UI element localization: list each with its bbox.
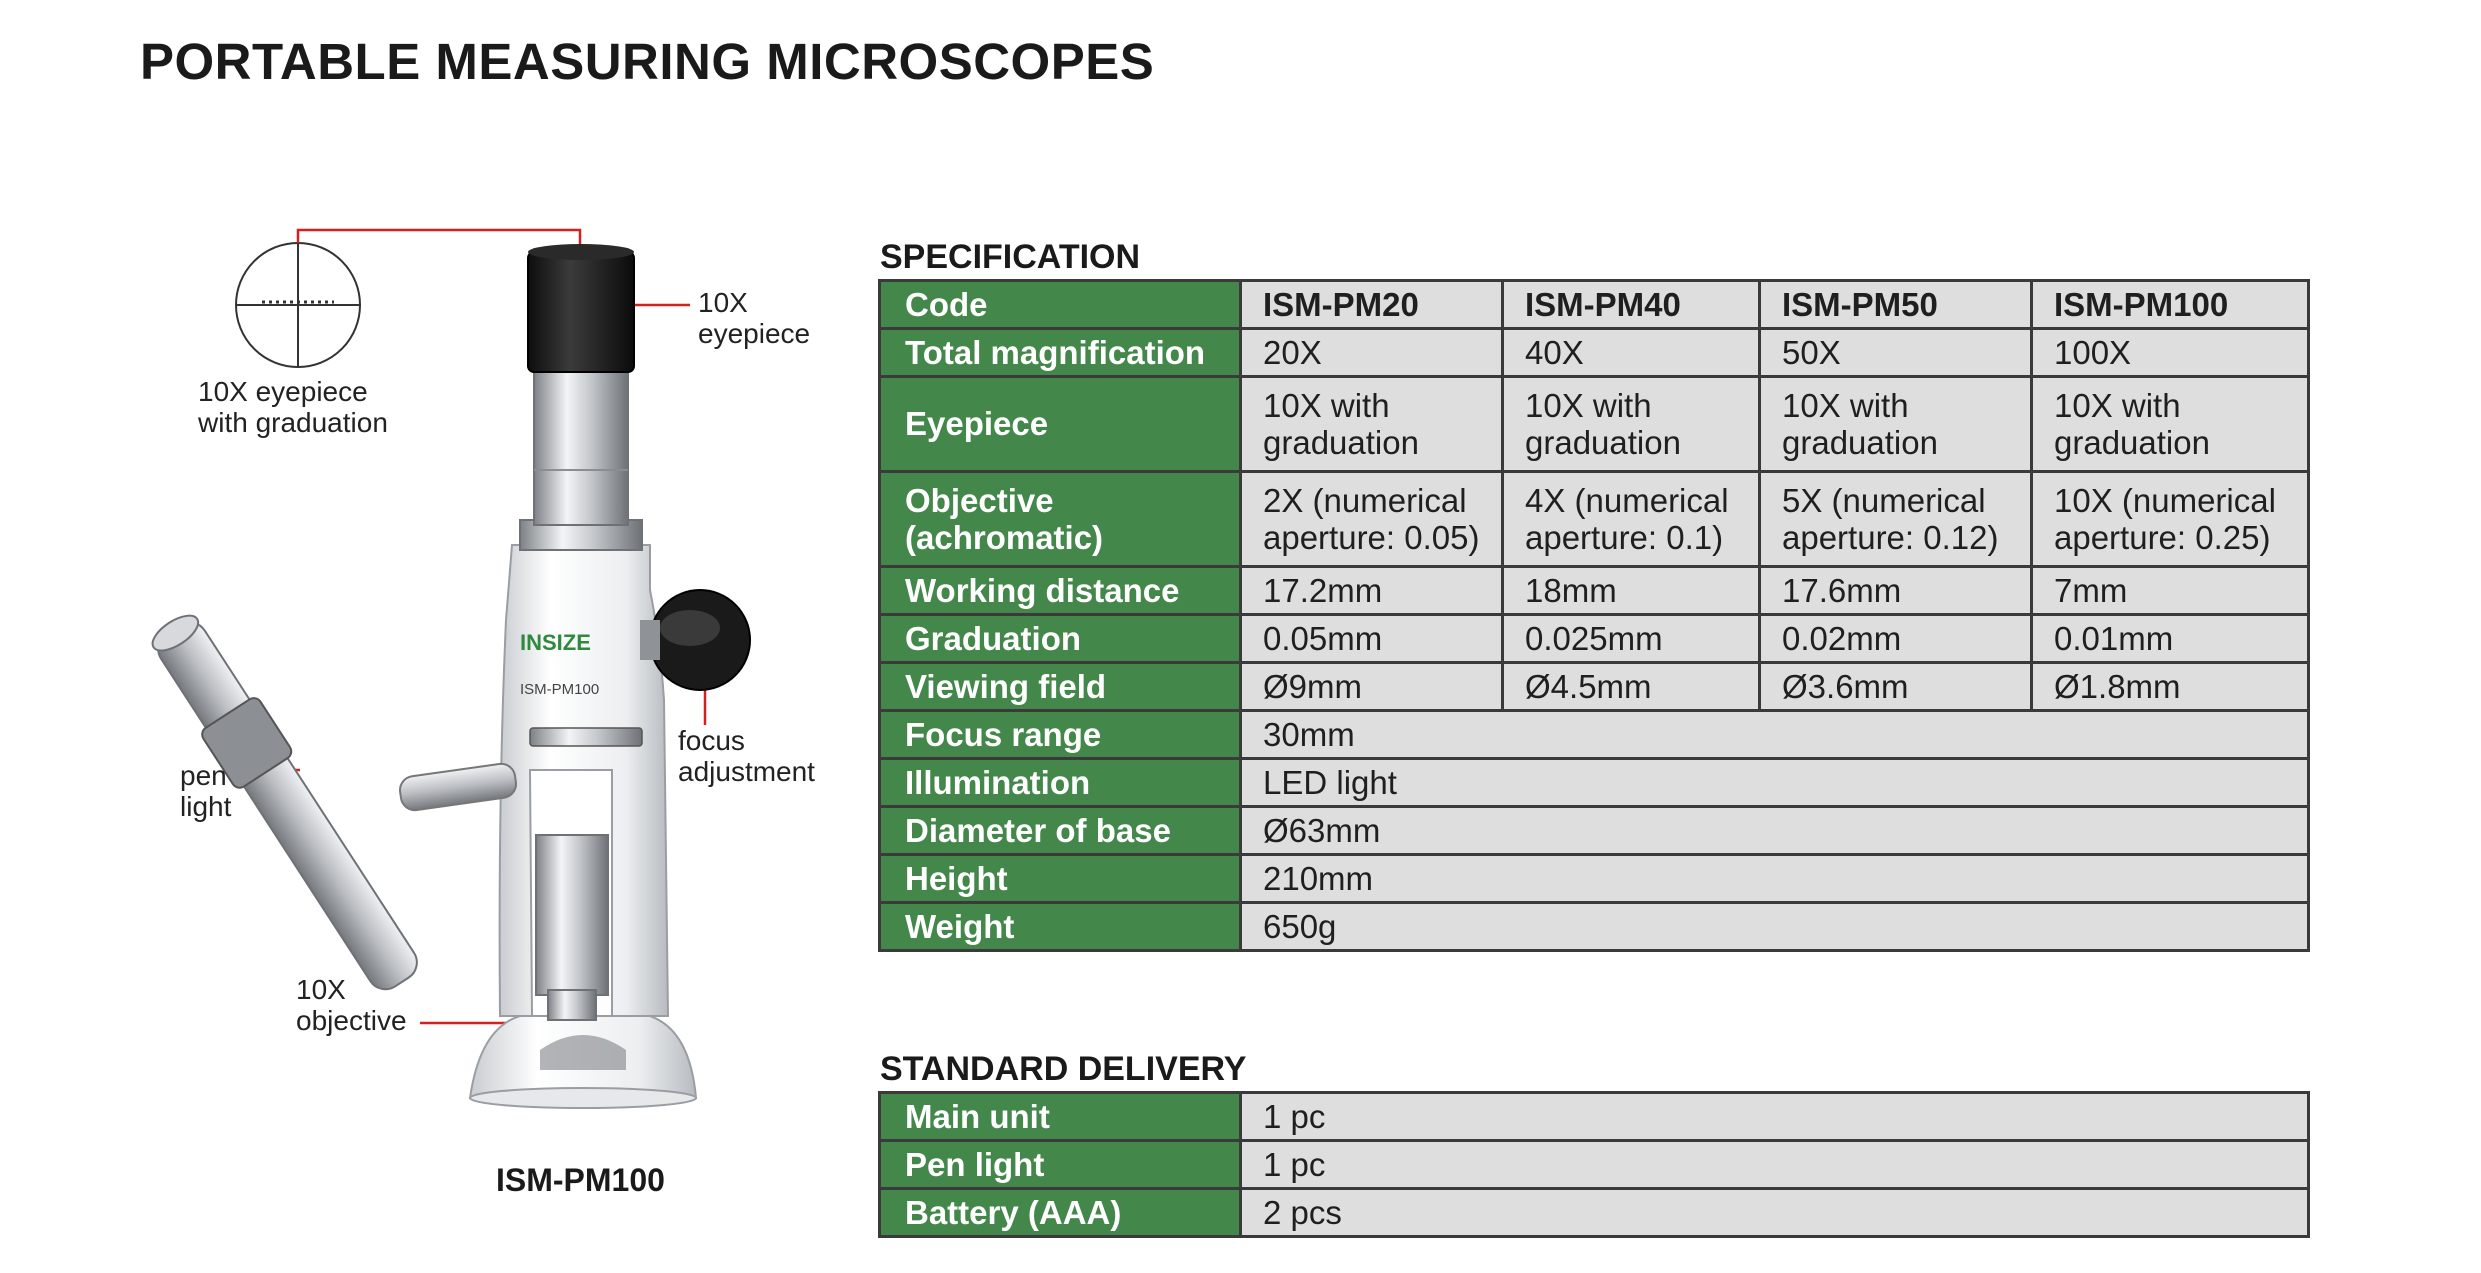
table-cell: 10X (numerical aperture: 0.25) — [2032, 472, 2309, 567]
table-row-code — [880, 281, 2309, 329]
row-label: Code — [880, 281, 1241, 329]
table-cell: 50X — [1760, 329, 2032, 377]
table-row — [880, 855, 2309, 903]
table-cell: 20X — [1241, 329, 1503, 377]
table-cell: 40X — [1503, 329, 1760, 377]
table-cell: LED light — [1241, 759, 2309, 807]
table-cell: 10X with graduation — [1503, 377, 1760, 472]
table-row — [880, 1141, 2309, 1189]
table-cell: 0.02mm — [1760, 615, 2032, 663]
table-row — [880, 663, 2309, 711]
table-cell: 650g — [1241, 903, 2309, 951]
table-cell: 10X with graduation — [2032, 377, 2309, 472]
row-label: Main unit — [880, 1093, 1241, 1141]
table-row — [880, 377, 2309, 472]
row-label: Objective (achromatic) — [880, 472, 1241, 567]
row-label: Illumination — [880, 759, 1241, 807]
reticle-view-icon — [236, 243, 360, 367]
row-label: Focus range — [880, 711, 1241, 759]
row-label: Graduation — [880, 615, 1241, 663]
row-label: Working distance — [880, 567, 1241, 615]
row-label: Diameter of base — [880, 807, 1241, 855]
row-label: Eyepiece — [880, 377, 1241, 472]
table-cell: 7mm — [2032, 567, 2309, 615]
table-row — [880, 615, 2309, 663]
table-cell: Ø3.6mm — [1760, 663, 2032, 711]
row-label: Battery (AAA) — [880, 1189, 1241, 1237]
table-cell: 10X with graduation — [1241, 377, 1503, 472]
table-cell: Ø9mm — [1241, 663, 1503, 711]
table-cell: 10X with graduation — [1760, 377, 2032, 472]
brand-mark: INSIZE — [520, 630, 591, 655]
annotation-focus-adjustment: focus adjustment — [678, 725, 815, 788]
table-cell: Ø1.8mm — [2032, 663, 2309, 711]
table-row — [880, 1093, 2309, 1141]
table-cell: 5X (numerical aperture: 0.12) — [1760, 472, 2032, 567]
table-row — [880, 903, 2309, 951]
delivery-title: STANDARD DELIVERY — [880, 1050, 1247, 1088]
table-row — [880, 759, 2309, 807]
row-label: Viewing field — [880, 663, 1241, 711]
specification-title: SPECIFICATION — [880, 238, 1141, 276]
table-cell: 1 pc — [1241, 1093, 2309, 1141]
table-cell: 0.01mm — [2032, 615, 2309, 663]
page-title: PORTABLE MEASURING MICROSCOPES — [140, 33, 1155, 90]
table-cell: 0.05mm — [1241, 615, 1503, 663]
model-caption: ISM-PM100 — [496, 1162, 665, 1198]
code-cell: ISM-PM20 — [1241, 281, 1503, 329]
table-cell: 17.6mm — [1760, 567, 2032, 615]
code-cell: ISM-PM50 — [1760, 281, 2032, 329]
table-row — [880, 807, 2309, 855]
table-row — [880, 567, 2309, 615]
table-cell: 210mm — [1241, 855, 2309, 903]
annotation-eyepiece: 10X eyepiece — [698, 287, 811, 350]
table-cell: 100X — [2032, 329, 2309, 377]
table-cell: 4X (numerical aperture: 0.1) — [1503, 472, 1760, 567]
table-row — [880, 329, 2309, 377]
table-cell: Ø63mm — [1241, 807, 2309, 855]
table-row — [880, 1189, 2309, 1237]
table-row — [880, 711, 2309, 759]
annotation-objective: 10X objective — [296, 974, 407, 1037]
table-cell: 2 pcs — [1241, 1189, 2309, 1237]
table-cell: 2X (numerical aperture: 0.05) — [1241, 472, 1503, 567]
table-cell: 17.2mm — [1241, 567, 1503, 615]
delivery-table — [878, 1091, 2310, 1238]
table-cell: 30mm — [1241, 711, 2309, 759]
row-label: Height — [880, 855, 1241, 903]
row-label: Total magnification — [880, 329, 1241, 377]
specification-table — [878, 279, 2310, 952]
table-cell: 1 pc — [1241, 1141, 2309, 1189]
eyepiece — [528, 252, 634, 372]
table-cell: 18mm — [1503, 567, 1760, 615]
table-row — [880, 472, 2309, 567]
body-model-label: ISM-PM100 — [520, 681, 600, 698]
table-cell: 0.025mm — [1503, 615, 1760, 663]
microscope-figure — [0, 0, 880, 1273]
code-cell: ISM-PM100 — [2032, 281, 2309, 329]
annotation-eyepiece-graduation: 10X eyepiece with graduation — [198, 376, 388, 439]
row-label: Pen light — [880, 1141, 1241, 1189]
row-label: Weight — [880, 903, 1241, 951]
annotation-pen-light: pen light — [180, 760, 232, 823]
table-cell: Ø4.5mm — [1503, 663, 1760, 711]
code-cell: ISM-PM40 — [1503, 281, 1760, 329]
